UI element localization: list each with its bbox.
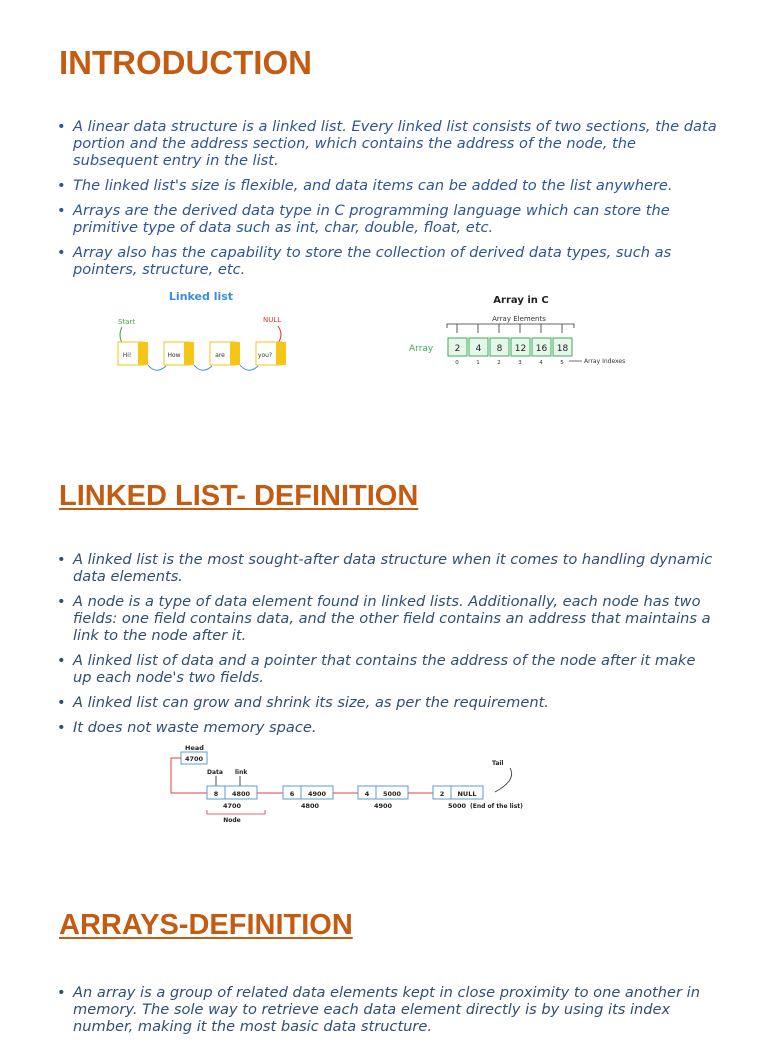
list-item: • A node is a type of data element found in linked lists. Additionally, each node has two fields: one field contains data, and the other field contains an address that maintains a link to the node after it.: [57, 593, 717, 644]
linked-list-node: [164, 342, 194, 365]
svg-text:18: 18: [556, 344, 569, 354]
array-elements-label: Array Elements: [492, 315, 546, 323]
array-image-title: Array in C: [493, 295, 549, 306]
list-item: • A linked list is the most sought-after data structure when it comes to handling dynamic data elements.: [57, 551, 717, 585]
svg-text:2: 2: [454, 344, 461, 354]
svg-text:4: 4: [475, 344, 482, 354]
end-of-list-note: (End of the list): [470, 803, 523, 810]
array-cell: [553, 338, 572, 356]
section-heading-linked-list: LINKED LIST- DEFINITION: [59, 480, 419, 512]
list-item: • An array is a group of related data elements kept in close proximity to one another in memory. The sole way to retrieve each data element directly is by using its index number, making it the most basic data structure.: [57, 984, 717, 1035]
arrays-bullet-list: [57, 984, 717, 1043]
svg-text:4800: 4800: [300, 802, 320, 810]
list-item: • Array also has the capability to store the collection of derived data types, such as pointers, structure, etc.: [57, 244, 717, 278]
head-label: Head: [185, 744, 204, 752]
svg-text:4700: 4700: [184, 755, 204, 763]
section-heading-introduction: INTRODUCTION: [59, 44, 312, 81]
svg-text:2: 2: [497, 360, 501, 366]
node-label: Node: [223, 817, 241, 824]
intro-bullet-list: [57, 118, 717, 286]
svg-text:2: 2: [439, 790, 445, 798]
link-label: link: [235, 769, 248, 776]
linked-list-bullets-container: [0, 549, 768, 737]
svg-text:5000: 5000: [382, 790, 402, 798]
svg-text:1: 1: [476, 360, 480, 366]
tail-label: Tail: [492, 760, 504, 767]
svg-text:3: 3: [518, 360, 522, 366]
svg-text:5000: 5000: [447, 802, 467, 810]
list-item: • Arrays are the derived data type in C programming language which can store the primitive type of data such as int, char, double, float, etc.: [57, 202, 717, 236]
svg-text:4900: 4900: [307, 790, 327, 798]
list-item: • A linear data structure is a linked list. Every linked list consists of two sections, the data portion and the address section, which contains the address of the node, the subsequent entry in the list.: [57, 118, 717, 169]
svg-text:Hi!: Hi!: [122, 352, 132, 359]
linked-list-node: [256, 342, 286, 365]
svg-text:NULL: NULL: [457, 790, 477, 798]
svg-text:8: 8: [213, 790, 219, 798]
arrays-bullets-container: [0, 982, 768, 1035]
array-label: Array: [409, 344, 434, 354]
list-item: • It does not waste memory space.: [57, 719, 717, 736]
svg-text:12: 12: [514, 344, 527, 354]
linked-list-node: [210, 342, 240, 365]
null-label: NULL: [263, 316, 282, 324]
svg-text:6: 6: [289, 790, 295, 798]
svg-text:4900: 4900: [373, 802, 393, 810]
array-cell: [511, 338, 530, 356]
list-item: • A linked list can grow and shrink its size, as per the requirement.: [57, 694, 717, 711]
linked-list-node: [118, 342, 148, 365]
svg-text:How: How: [167, 352, 181, 359]
array-indexes-label: Array Indexes: [584, 358, 626, 365]
array-cell: [448, 338, 467, 356]
svg-text:16: 16: [535, 344, 548, 354]
array-cell: [532, 338, 551, 356]
linked-list-bullet-list: [57, 551, 717, 744]
svg-text:you?: you?: [257, 352, 273, 359]
list-item: • A linked list of data and a pointer that contains the address of the node after it make up each node's two fields.: [57, 652, 717, 686]
svg-text:0: 0: [455, 360, 459, 366]
svg-text:4: 4: [539, 360, 543, 366]
svg-text:4: 4: [364, 790, 370, 798]
svg-text:are: are: [215, 352, 225, 359]
intro-bullets-container: [0, 116, 768, 294]
svg-text:5: 5: [560, 360, 564, 366]
list-item: • The linked list's size is flexible, and data items can be added to the list anywhere.: [57, 177, 717, 194]
start-label: Start: [118, 318, 136, 326]
array-illustration: [402, 286, 647, 368]
array-cell: [490, 338, 509, 356]
svg-text:4800: 4800: [231, 790, 251, 798]
svg-text:4700: 4700: [222, 802, 242, 810]
linked-list-node-diagram: [165, 740, 535, 826]
svg-text:8: 8: [496, 344, 503, 354]
array-cell: [469, 338, 488, 356]
linked-list-image-title: Linked list: [168, 290, 234, 303]
linked-list-illustration: [112, 283, 292, 375]
section-heading-arrays: ARRAYS-DEFINITION: [59, 909, 353, 941]
data-label: Data: [207, 769, 223, 776]
